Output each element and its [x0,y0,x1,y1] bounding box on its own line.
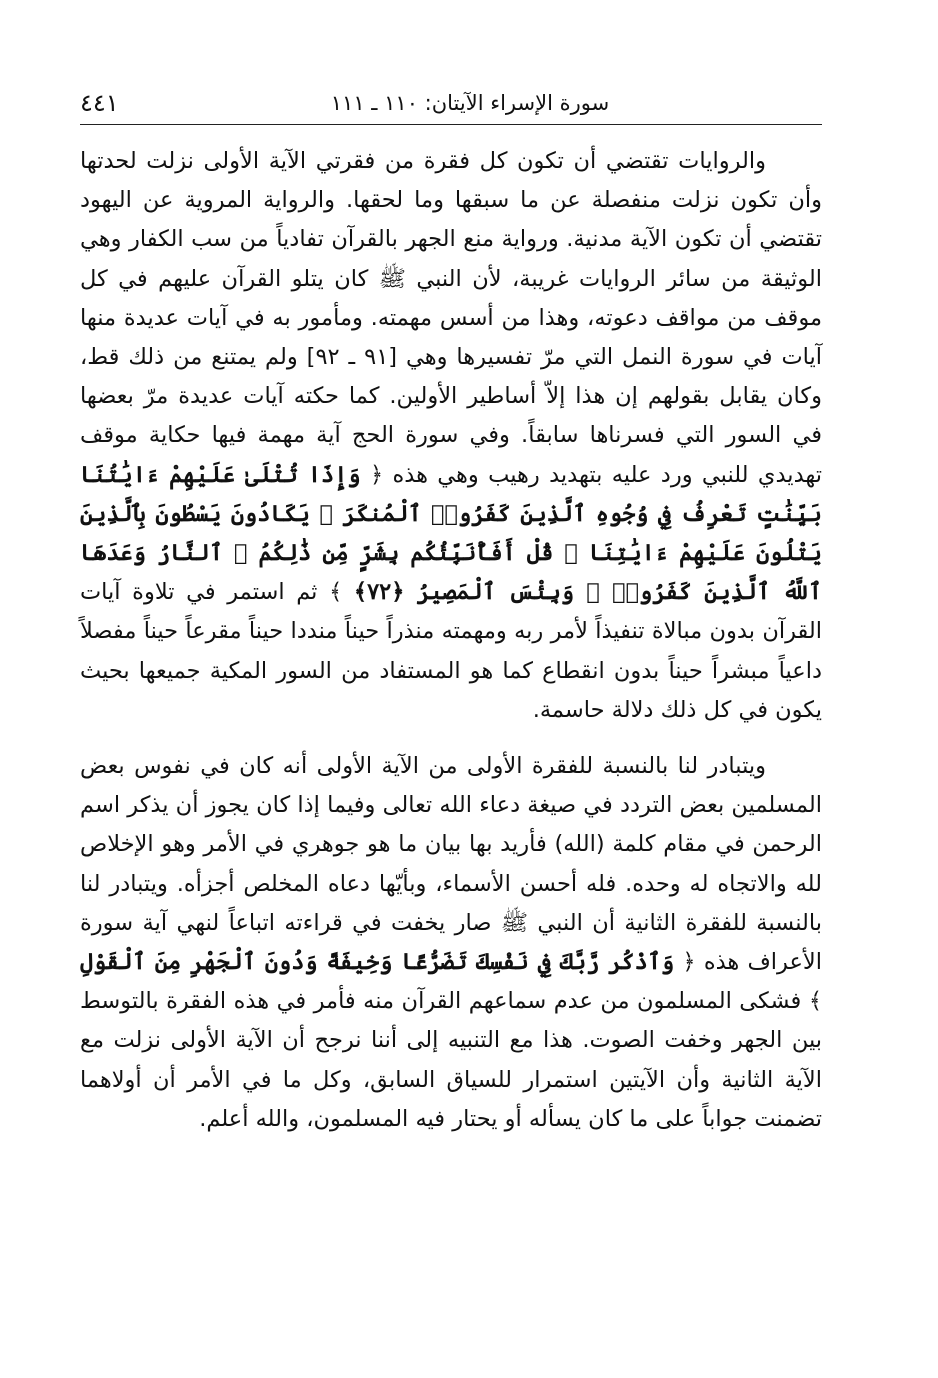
paragraph-1-intro: والروايات تقتضي أن تكون كل فقرة من فقرتي الآية الأولى نزلت لحدتها وأن تكون نزلت منفصلة عن ما سبقها وما لحقها. والرواية المروية عن اليهود تقتضي أن تكون الآية مدنية. ورواية منع الجهر بالقرآن تفادياً من سب الكفار وهي الوثيقة من سائر الروايات غريبة، لأن النبي ﷺ كان يتلو القرآن عليهم في كل موقف من مواقف دعوته، وهذا من أسس مهمته. ومأمور به في آيات عديدة منها آيات في سورة النمل التي مرّ تفسيرها وهي [٩١ ـ ٩٢] ولم يمتنع من ذلك قط، وكان يقابل بقولهم إن هذا إلاّ أساطير الأولين. كما حكته آيات عديدة مرّ بعضها في السور التي فسرناها سابقاً. وفي سورة الحج آية مهمة فيها حكاية موقف تهديدي للنبي ورد عليه بتهديد رهيب وهي هذه [80,148,823,488]
quran-verse-hajj-72: وَإِذَا تُتْلَىٰ عَلَيْهِمْ ءَايَٰتُنَا بَيِّنَٰتٍ تَعْرِفُ فِي وُجُوهِ ٱلَّذِينَ كَفَرُوا۟ ٱلْمُنكَرَ ۖ يَكَادُونَ يَسْطُونَ بِٱلَّذِينَ يَتْلُونَ عَلَيْهِمْ ءَايَٰتِنَا ۗ قُلْ أَفَأُنَبِّئُكُم بِشَرٍّ مِّن ذَٰلِكُمُ ۗ ٱلنَّارُ وَعَدَهَا ٱللَّهُ ٱلَّذِينَ كَفَرُوا۟ ۖ وَبِئْسَ ٱلْمَصِيرُ ﴿٧٢﴾ [80,461,822,606]
paragraph-2-outro: فشكى المسلمون من عدم سماعهم القرآن منه فأمر في هذه الفقرة بالتوسط بين الجهر وخفت الصوت. هذا مع التنبيه إلى أننا نرجح أن الآية الأولى نزلت مع الآية الثانية وأن الآيتين استمرار للسياق السابق، وكل ما في الأمر أن أولاهما تضمنت جواباً على ما كان يسأله أو يحتار فيه المسلمون، والله أعلم. [80,988,822,1132]
paragraph-1-outro: ثم استمر في تلاوة آيات القرآن بدون مبالاة تنفيذاً لأمر ربه ومهمته منذراً حيناً منددا حيناً مقرعاً حيناً مفصلاً داعياً مبشراً حيناً بدون انقطاع كما هو المستفاد من السور المكية جميعها بحيث يكون في كل ذلك دلالة حاسمة. [80,579,822,723]
page-number: ٤٤١ [80,89,119,117]
paragraph-2 [80,747,822,1139]
paragraph-1 [80,142,822,730]
verse-close-bracket: ﴾ [808,988,823,1015]
paragraph-2-intro: ويتبادر لنا بالنسبة للفقرة الأولى من الآية الأولى أنه كان في نفوس بعض المسلمين بعض التردد في صيغة دعاء الله تعالى وفيما إذا كان يجوز أن يذكر اسم الرحمن في مقام كلمة (الله) فأريد بها بيان ما هو جوهري في الأمر وهو الإخلاص لله والاتجاه له وحده. فله أحسن الأسماء، وبأيّها دعاه المخلص أجزأه. ويتبادر لنا بالنسبة للفقرة الثانية أن النبي ﷺ صار يخفت في قراءته اتباعاً لنهي آية سورة الأعراف هذه [80,753,822,976]
verse-close-bracket: ﴾ [329,579,343,606]
verse-open-bracket: ﴿ [682,949,696,976]
body-text [80,142,822,1139]
page-header [80,88,822,122]
quran-verse-araf-205: وَٱذْكُر رَّبَّكَ فِي نَفْسِكَ تَضَرُّعًا وَخِيفَةً وَدُونَ ٱلْجَهْرِ مِنَ ٱلْقَوْلِ [80,949,675,976]
verse-open-bracket: ﴿ [369,461,384,488]
header-rule [80,124,822,125]
running-title: سورة الإسراء الآيتان: ١١٠ ـ ١١١ [330,91,610,115]
